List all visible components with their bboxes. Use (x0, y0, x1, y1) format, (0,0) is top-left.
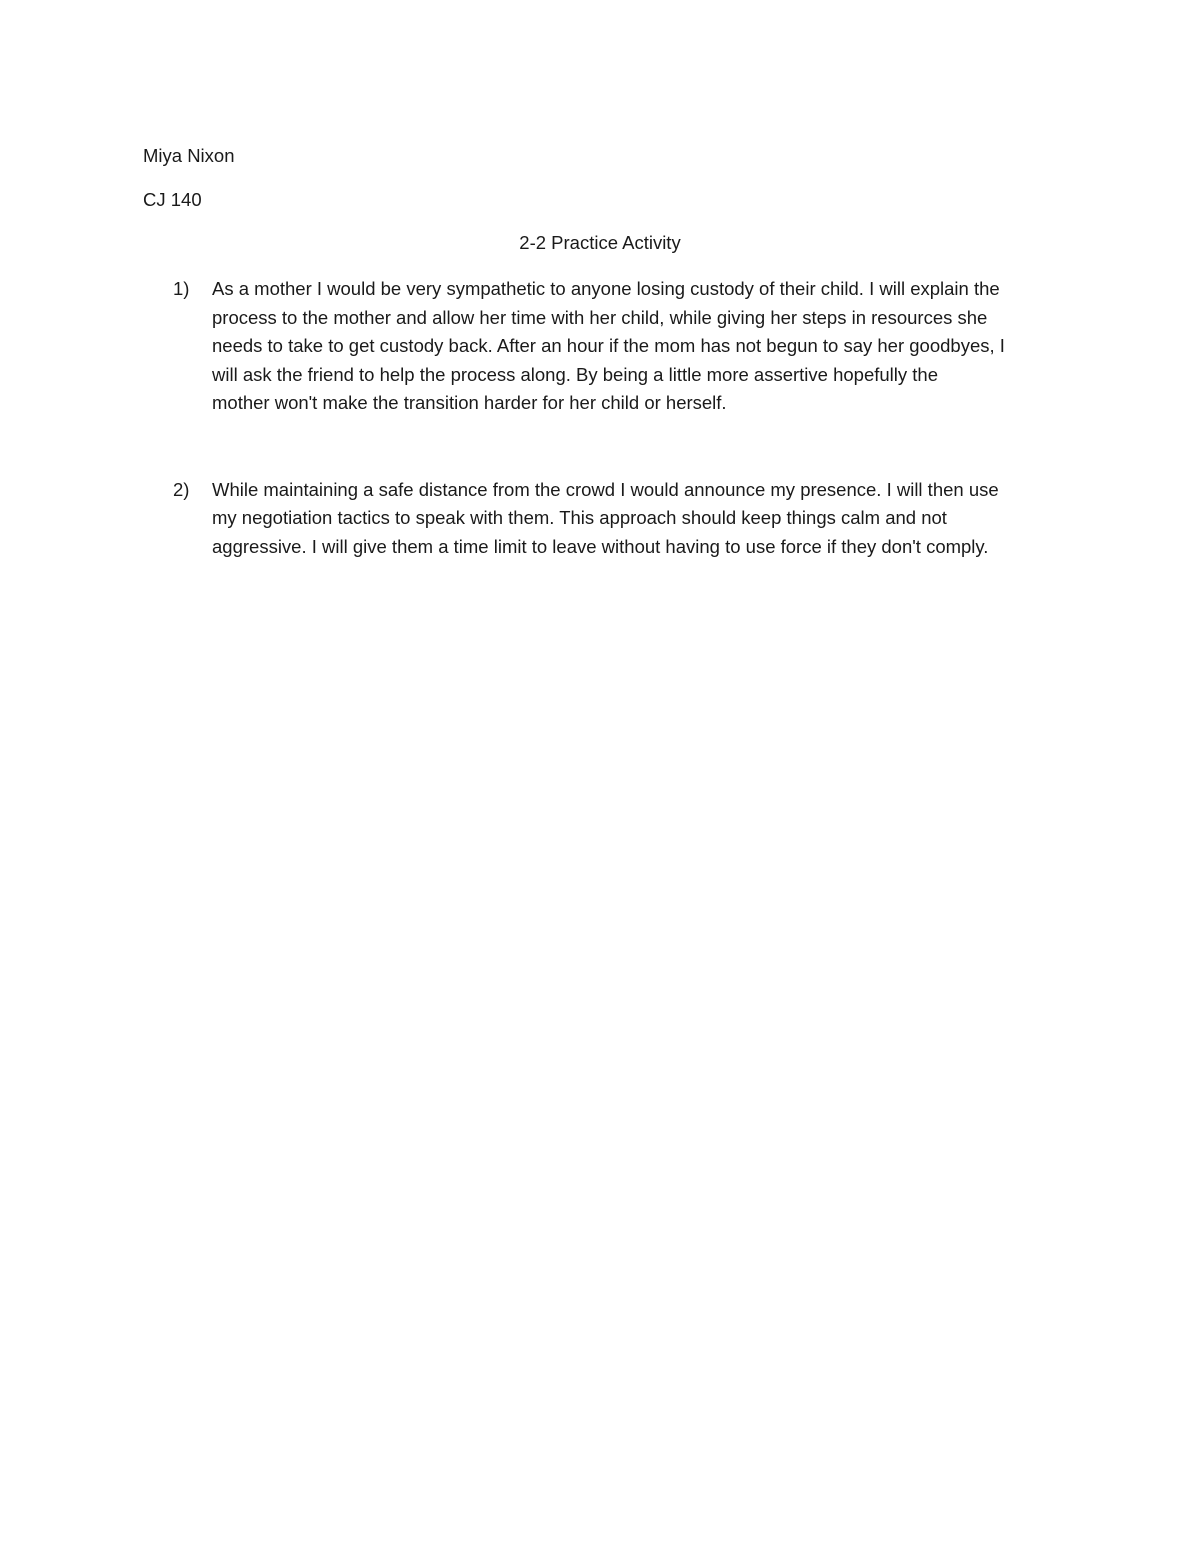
answer-text-line: process to the mother and allow her time with her child, while giving her steps in resources she (212, 306, 988, 328)
answer-number: 2) (173, 478, 190, 500)
document-title: 2-2 Practice Activity (519, 232, 681, 253)
answer-text-line: aggressive. I will give them a time limit to leave without having to use force if they don't comply. (212, 535, 989, 557)
author-name: Miya Nixon (143, 145, 235, 166)
answer-text-line: needs to take to get custody back. After an hour if the mom has not begun to say her goodbyes, I (212, 335, 1005, 356)
answer-text-line: will ask the friend to help the process along. By being a little more assertive hopefully the (212, 363, 939, 385)
answer-number: 1) (173, 278, 190, 299)
answer-text-line: While maintaining a safe distance from the crowd I would announce my presence. I will then use (212, 478, 999, 500)
answer-text-line: As a mother I would be very sympathetic to anyone losing custody of their child. I will explain the (212, 278, 1000, 299)
answer-list (143, 275, 1073, 561)
answer-item (143, 476, 1073, 562)
course-code: CJ 140 (143, 189, 202, 210)
answer-item (143, 275, 1073, 418)
answer-text-line: my negotiation tactics to speak with them. This approach should keep things calm and not (212, 507, 947, 528)
answer-text-line: mother won't make the transition harder for her child or herself. (212, 392, 727, 413)
